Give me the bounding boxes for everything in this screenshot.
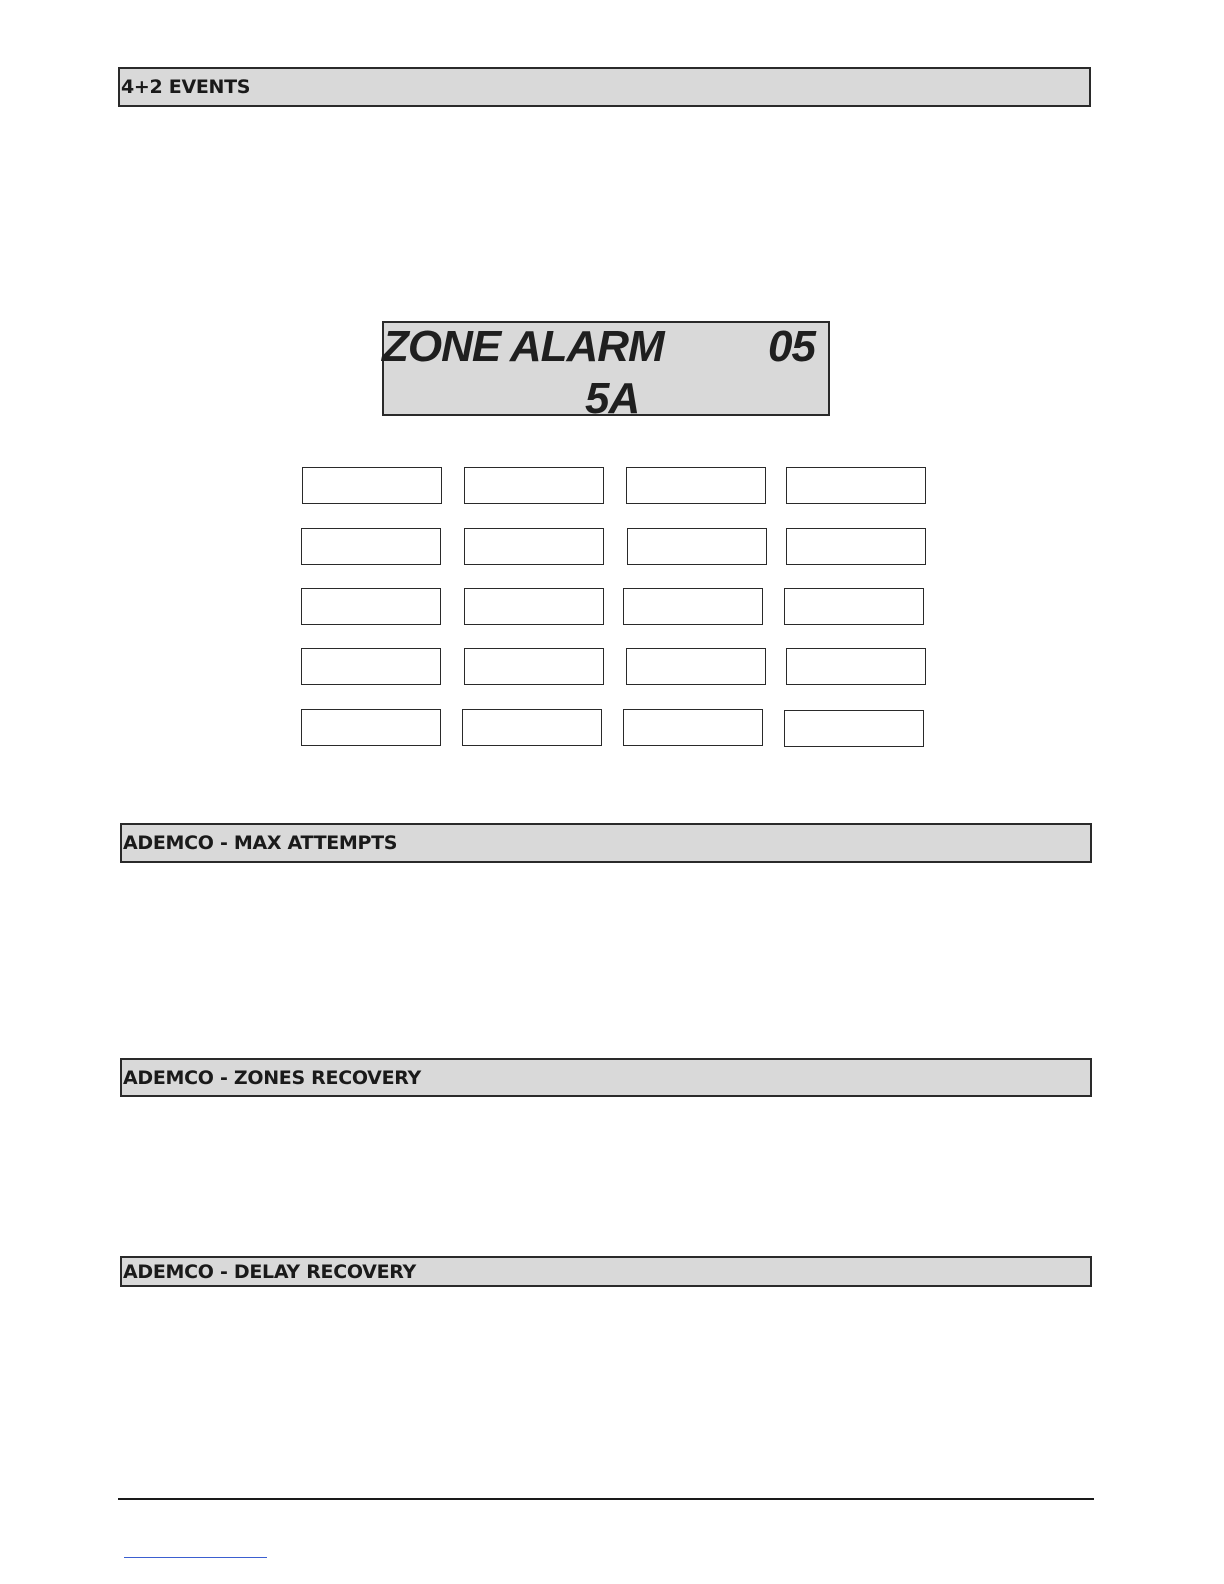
keypad-key[interactable] — [623, 588, 763, 625]
lcd-line1-left: ZONE ALARM — [382, 322, 664, 371]
section-title: 4+2 EVENTS — [121, 76, 251, 98]
lcd-display — [382, 321, 830, 423]
section-header-4plus2-events — [118, 67, 1091, 107]
keypad-key[interactable] — [302, 467, 442, 504]
keypad-key[interactable] — [464, 648, 604, 685]
footer-divider — [118, 1498, 1094, 1500]
section-header-zones-recovery — [120, 1058, 1092, 1097]
keypad-key[interactable] — [301, 528, 441, 565]
keypad-key[interactable] — [786, 528, 926, 565]
keypad-key[interactable] — [464, 528, 604, 565]
keypad-key[interactable] — [784, 588, 924, 625]
lcd-line1-right: 05 — [768, 322, 815, 371]
keypad-key[interactable] — [626, 467, 766, 504]
keypad-key[interactable] — [623, 709, 763, 746]
section-header-max-attempts — [120, 823, 1092, 863]
section-header-delay-recovery — [120, 1256, 1092, 1287]
keypad-key[interactable] — [626, 648, 766, 685]
keypad-key[interactable] — [464, 588, 604, 625]
footer-link-underline[interactable] — [124, 1557, 267, 1558]
lcd-line2: 5A — [585, 374, 640, 423]
section-title: ADEMCO - MAX ATTEMPTS — [123, 832, 398, 854]
keypad-key[interactable] — [627, 528, 767, 565]
section-title: ADEMCO - DELAY RECOVERY — [123, 1260, 417, 1283]
section-title: ADEMCO - ZONES RECOVERY — [123, 1066, 422, 1089]
keypad-key[interactable] — [301, 709, 441, 746]
keypad-key[interactable] — [786, 648, 926, 685]
keypad-key[interactable] — [462, 709, 602, 746]
keypad-key[interactable] — [301, 648, 441, 685]
keypad-key[interactable] — [784, 710, 924, 747]
keypad-key[interactable] — [786, 467, 926, 504]
keypad-key[interactable] — [301, 588, 441, 625]
keypad-key[interactable] — [464, 467, 604, 504]
